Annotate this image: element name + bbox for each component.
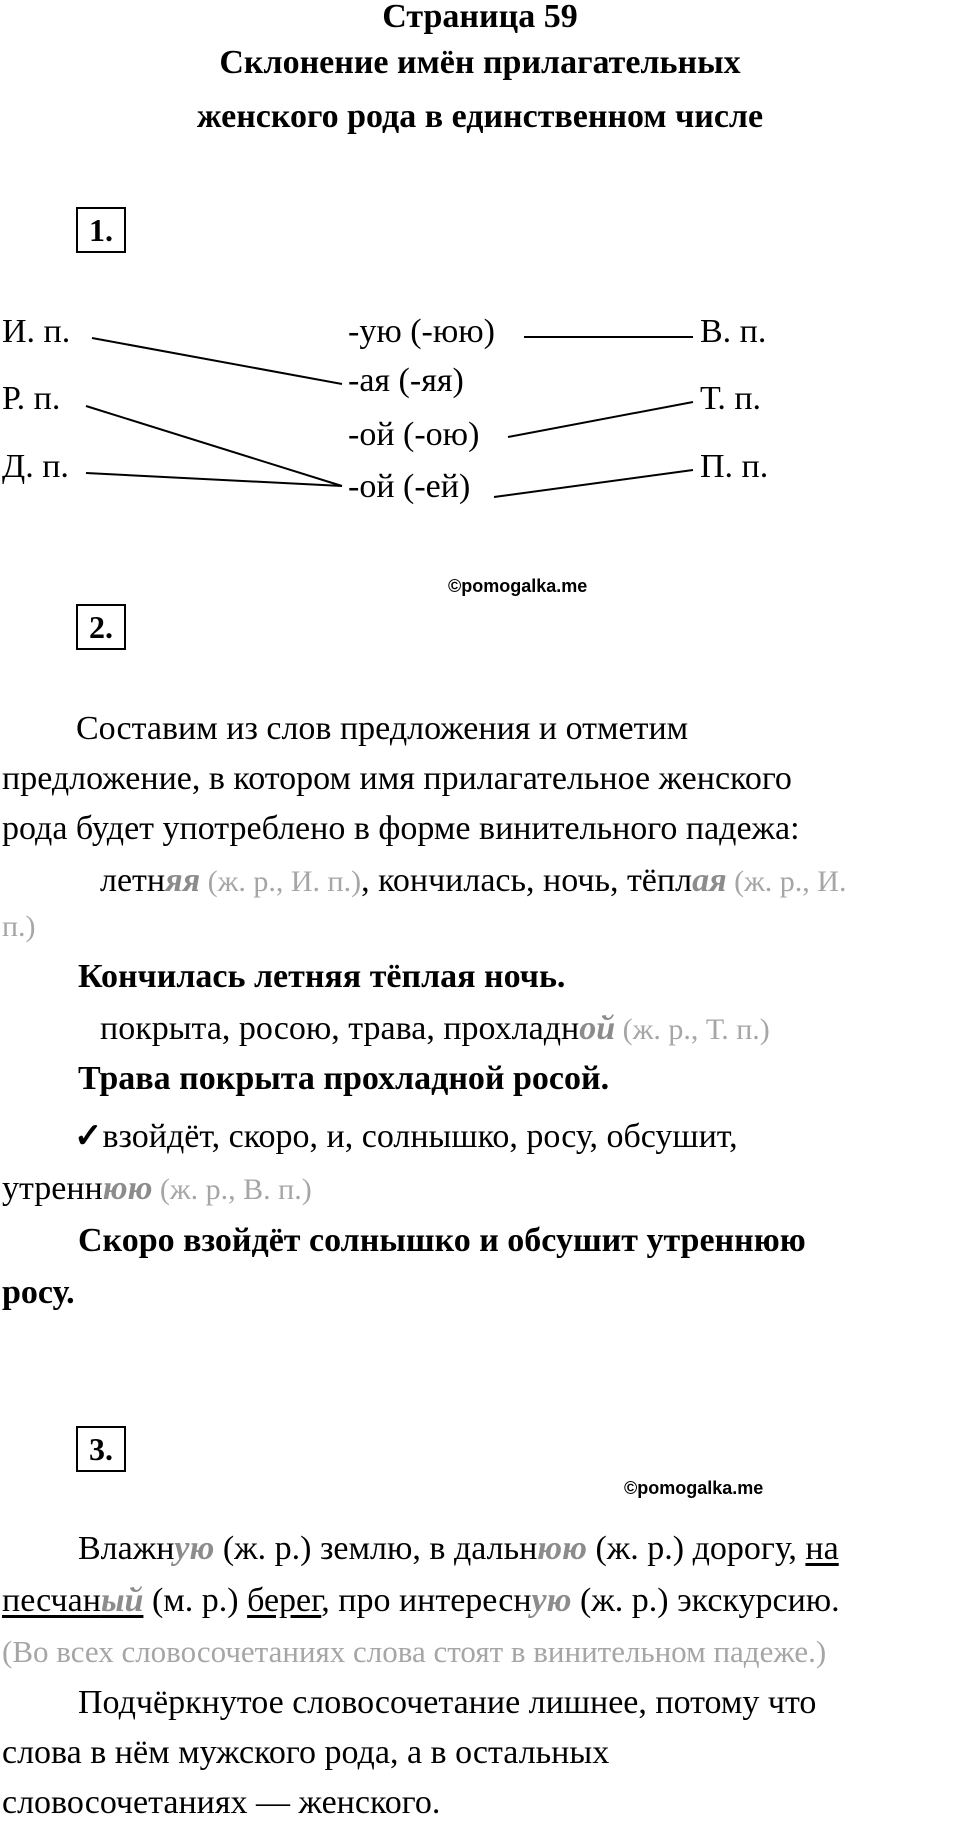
sentence-2-words (100, 1010, 770, 1048)
case-label-dative: Д. п. (2, 448, 69, 485)
task-2-number: 2. (76, 604, 126, 650)
phrase-text: (м. р.) (143, 1582, 248, 1619)
watermark-2: ©pomogalka.me (624, 1478, 764, 1498)
task-3-conclusion-3: словосочетаниях — женского. (2, 1784, 441, 1821)
task-3-line-2 (2, 1582, 840, 1620)
word-ending: ый (100, 1582, 144, 1619)
word-ending: юю (102, 1170, 153, 1207)
task-1-number: 1. (76, 207, 126, 253)
case-label-accusative: В. п. (700, 313, 767, 350)
task-3-note: (Во всех словосочетаниях слова стоят в винительном падеже.) (2, 1634, 827, 1669)
watermark-1: ©pomogalka.me (448, 576, 588, 596)
task-3-conclusion-2: слова в нём мужского рода, а в остальных (2, 1734, 610, 1771)
ending-instrumental: -ой (-ою) (348, 416, 480, 453)
word-list: , кончилась, ночь, тёпл (361, 862, 693, 899)
task-3-line-1 (78, 1530, 839, 1568)
underlined-word (2, 1582, 143, 1619)
sentence-3-answer-2: росу. (2, 1274, 75, 1311)
underlined-word: на (805, 1530, 839, 1567)
word-list: взойдёт, скоро, и, солнышко, росу, обсушит, (102, 1118, 738, 1155)
sentence-2-answer: Трава покрыта прохладной росой. (78, 1060, 610, 1097)
ending-accusative: -ую (-юю) (348, 313, 495, 350)
ending-nominative: -ая (-яя) (348, 362, 464, 399)
word-list: покрыта, росою, трава, прохладн (100, 1010, 580, 1047)
phrase-text: (ж. р.) экскурсию. (571, 1582, 840, 1619)
task-2-intro-3: рода будет употреблено в форме винительного падежа: (2, 810, 800, 847)
phrase-text: , про интересн (321, 1582, 532, 1619)
sentence-1-words (100, 862, 846, 900)
grammar-note: (ж. р., И. (726, 865, 847, 898)
topic-line-2: женского рода в единственном числе (196, 98, 764, 135)
word-stem: Влажн (78, 1530, 175, 1567)
case-label-genitive: Р. п. (2, 380, 61, 417)
word-ending: юю (537, 1530, 587, 1567)
word-stem: летн (100, 862, 166, 899)
case-label-nominative: И. п. (2, 313, 71, 350)
word-stem: песчан (2, 1582, 101, 1619)
grammar-note-wrap: п.) (2, 910, 36, 943)
word-ending: ую (531, 1582, 572, 1619)
grammar-note: (ж. р., Т. п.) (615, 1013, 770, 1046)
sentence-3-answer-1: Скоро взойдёт солнышко и обсушит утреннюю (78, 1222, 806, 1259)
word-ending: ая (692, 862, 727, 899)
case-label-prepositional: П. п. (700, 448, 769, 485)
line-prepositional (494, 470, 693, 497)
topic-line-1: Склонение имён прилагательных (219, 44, 741, 81)
check-mark-icon: ✓ (74, 1118, 103, 1155)
sentence-3-words (74, 1116, 738, 1156)
grammar-note: (ж. р., В. п.) (152, 1173, 312, 1206)
page-title: Страница 59 (382, 0, 578, 35)
task-3-conclusion-1: Подчёркнутое словосочетание лишнее, потому что (78, 1684, 817, 1721)
task-2-intro-2: предложение, в котором имя прилагательное женского (2, 760, 792, 797)
word-ending: ую (174, 1530, 215, 1567)
task-3-number: 3. (76, 1426, 126, 1472)
word-ending: яя (165, 862, 201, 899)
word-stem: утренн (2, 1170, 103, 1207)
task-2-intro-1: Составим из слов предложения и отметим (76, 710, 689, 747)
phrase-text: (ж. р.) дорогу, (586, 1530, 806, 1567)
underlined-word: берег (247, 1582, 322, 1619)
ending-gen-dat-prep: -ой (-ей) (348, 468, 471, 505)
sentence-1-answer: Кончилась летняя тёплая ночь. (78, 958, 566, 995)
sentence-3-words-cont (2, 1170, 312, 1208)
line-instrumental (508, 402, 693, 437)
grammar-note: (ж. р., И. п.) (200, 865, 362, 898)
line-nominative (92, 338, 342, 384)
case-label-instrumental: Т. п. (700, 380, 762, 417)
word-ending: ой (579, 1010, 616, 1047)
phrase-text: (ж. р.) землю, в дальн (214, 1530, 538, 1567)
